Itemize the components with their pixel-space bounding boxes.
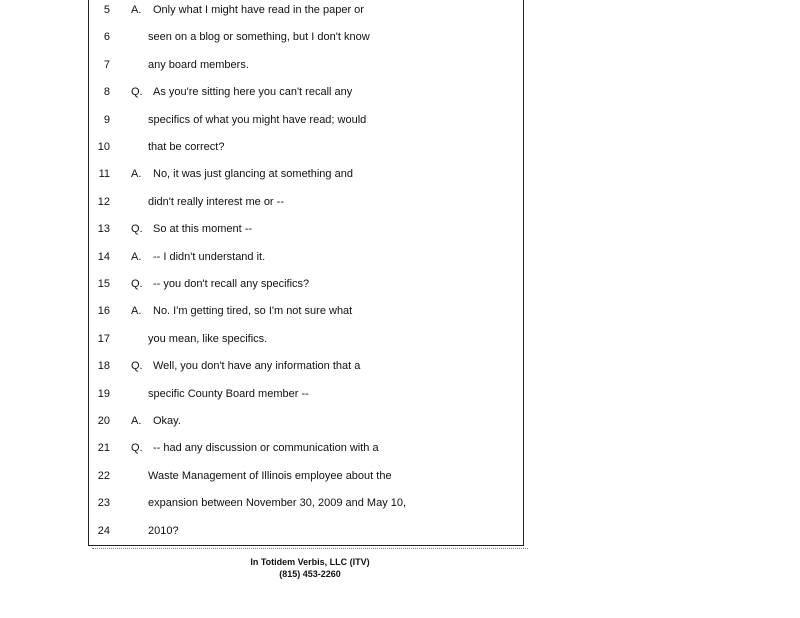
line-text: -- I didn't understand it.	[153, 250, 266, 263]
line-text: 2010?	[148, 524, 179, 537]
transcript-line	[88, 411, 518, 431]
transcript-line	[88, 274, 518, 294]
line-number: 16	[97, 305, 110, 318]
line-number: 20	[97, 415, 110, 427]
transcript-line	[88, 384, 518, 404]
line-text: As you're sitting here you can't recall any	[153, 86, 353, 99]
transcript-line	[88, 493, 518, 513]
line-text: that be correct?	[148, 141, 225, 153]
speaker-label: A.	[131, 168, 142, 181]
transcript-line	[88, 137, 518, 157]
transcript-line	[88, 164, 518, 184]
transcript-line	[88, 0, 518, 20]
line-number: 14	[97, 250, 110, 263]
line-number: 22	[97, 469, 110, 482]
line-number: 8	[103, 86, 110, 99]
speaker-label: Q.	[131, 86, 143, 99]
line-text: expansion between November 30, 2009 and May 10,	[148, 497, 407, 510]
line-number: 15	[97, 278, 110, 290]
line-text: Only what I might have read in the paper or	[153, 4, 364, 16]
speaker-label: Q.	[131, 442, 143, 455]
footer-phone: (815) 453-2260	[279, 569, 341, 579]
transcript-line	[88, 27, 518, 47]
line-number: 21	[97, 442, 110, 455]
transcript-line	[88, 301, 518, 321]
transcript-line	[88, 521, 518, 541]
line-text: Waste Management of Illinois employee about the	[148, 469, 392, 482]
line-number: 6	[103, 31, 110, 44]
transcript-line	[88, 247, 518, 267]
line-text: Okay.	[153, 415, 181, 427]
speaker-label: Q.	[131, 223, 143, 236]
line-number: 12	[97, 195, 110, 208]
transcript-line	[88, 329, 518, 349]
line-number: 10	[97, 141, 110, 153]
line-number: 11	[98, 168, 110, 181]
footer-company: In Totidem Verbis, LLC (ITV)	[250, 557, 370, 567]
line-text: you mean, like specifics.	[148, 332, 268, 345]
line-number: 19	[97, 387, 110, 400]
line-number: 13	[97, 223, 110, 236]
transcript-line	[88, 110, 518, 130]
line-number: 23	[97, 497, 110, 510]
line-text: didn't really interest me or --	[148, 195, 284, 208]
line-number: 24	[97, 524, 110, 537]
line-number: 17	[97, 332, 110, 345]
transcript-line	[88, 55, 518, 75]
line-text: any board members.	[148, 58, 249, 71]
transcript-line	[88, 438, 518, 458]
transcript-line	[88, 82, 518, 102]
speaker-label: Q.	[131, 360, 143, 373]
line-text: -- you don't recall any specifics?	[153, 278, 310, 290]
speaker-label: Q.	[131, 278, 143, 290]
transcript-line	[88, 192, 518, 212]
page-shadow-divider	[92, 548, 528, 549]
transcript-line	[88, 466, 518, 486]
transcript-line	[88, 219, 518, 239]
line-number: 5	[103, 4, 110, 16]
speaker-label: A.	[131, 4, 142, 16]
line-text: So at this moment --	[153, 223, 253, 236]
line-text: seen on a blog or something, but I don't know	[148, 31, 370, 44]
line-text: No. I'm getting tired, so I'm not sure what	[153, 305, 353, 318]
line-text: -- had any discussion or communication with a	[153, 442, 379, 455]
line-text: Well, you don't have any information that a	[153, 360, 361, 373]
speaker-label: A.	[131, 250, 142, 263]
line-text: No, it was just glancing at something and	[153, 168, 353, 181]
line-text: specific County Board member --	[148, 387, 309, 400]
speaker-label: A.	[131, 415, 142, 427]
speaker-label: A.	[131, 305, 142, 318]
line-number: 7	[103, 58, 110, 71]
line-text: specifics of what you might have read; would	[148, 113, 367, 126]
line-number: 18	[97, 360, 110, 373]
line-number: 9	[103, 113, 110, 126]
transcript-line	[88, 356, 518, 376]
